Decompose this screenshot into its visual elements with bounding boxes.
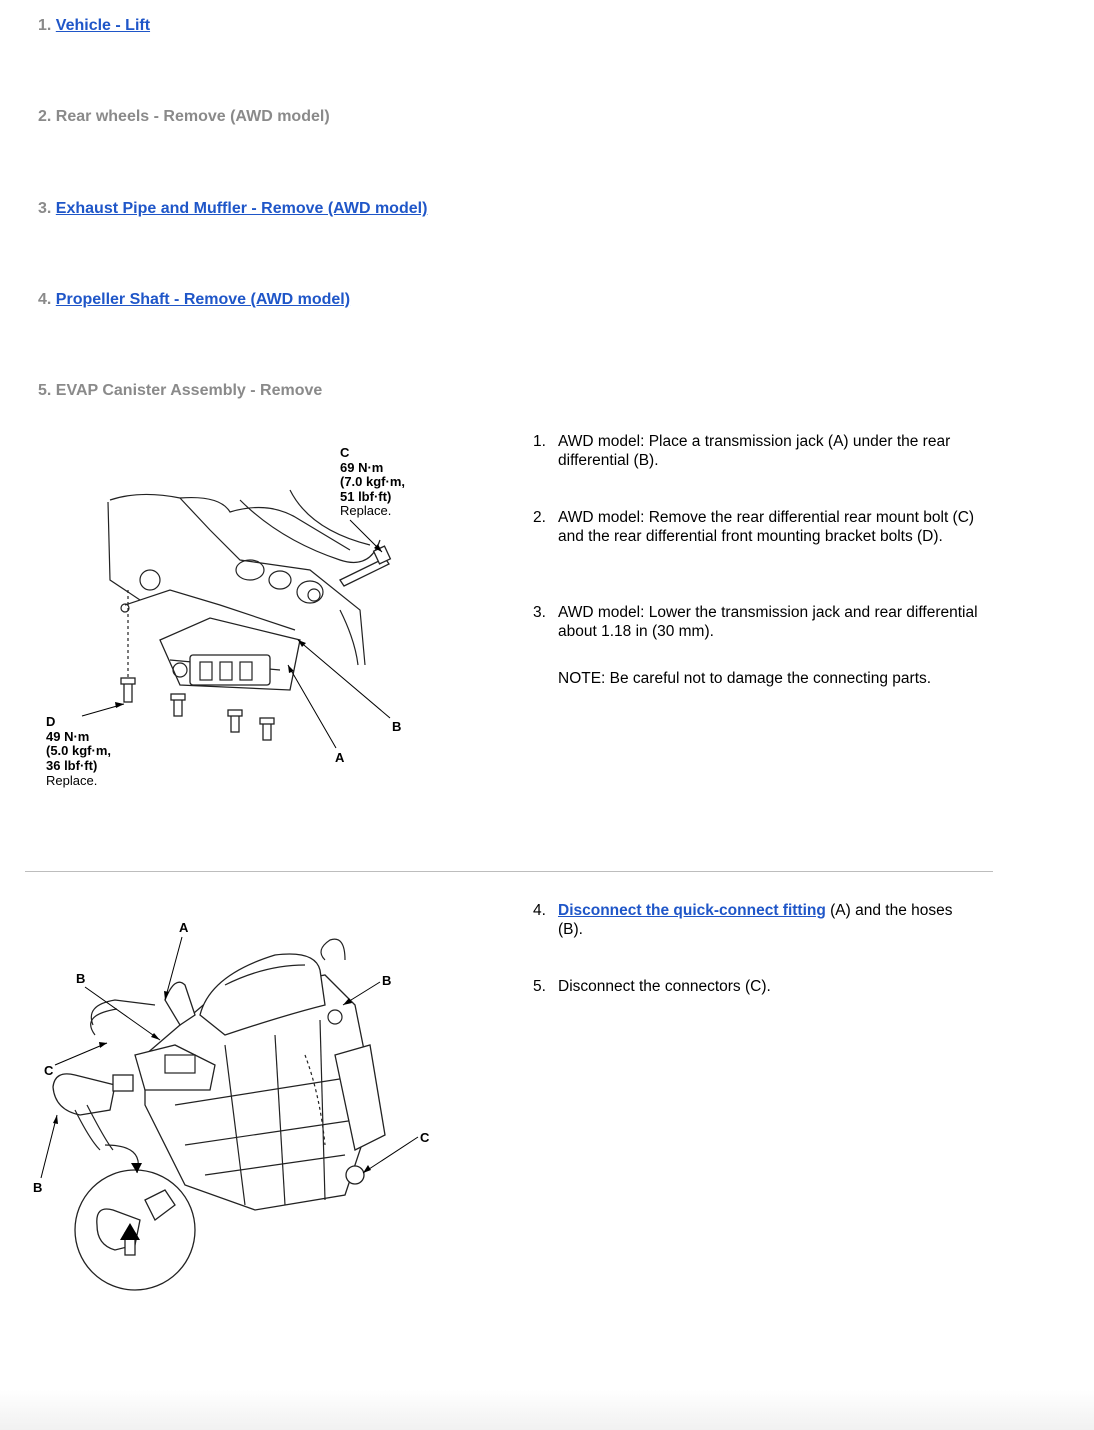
- instruction-text: Disconnect the connectors (C).: [558, 978, 771, 995]
- label-b-top-left: B: [76, 971, 86, 986]
- propeller-shaft-link[interactable]: Propeller Shaft - Remove (AWD model): [55, 291, 351, 308]
- instruction-text: AWD model: Lower the transmission jack and rear differential about 1.18 in (30 mm).: [558, 604, 978, 640]
- rear-wheels-remove-text: Rear wheels - Remove (AWD model): [55, 108, 330, 125]
- step-number: 5.: [38, 382, 52, 399]
- label-c-right: C: [420, 1130, 430, 1145]
- canister-drawing: [53, 939, 385, 1290]
- instruction-number: 3.: [533, 604, 546, 621]
- rear-differential-illustration: [40, 440, 440, 800]
- label-a: A: [335, 750, 345, 765]
- step-number: 2.: [38, 108, 52, 125]
- instruction-2: [533, 508, 978, 546]
- callout-d-letter: D: [46, 714, 56, 729]
- instruction-3: [533, 603, 978, 641]
- step-4: [38, 291, 350, 309]
- instruction-number: 1.: [533, 433, 546, 450]
- step-number: 1.: [38, 17, 52, 34]
- step-5: [38, 382, 322, 400]
- instruction-number: 4.: [533, 902, 546, 919]
- evap-canister-remove-text: EVAP Canister Assembly - Remove: [55, 382, 323, 399]
- instruction-text: AWD model: Remove the rear differential rear mount bolt (C) and the rear differential front mounting bracket bolts (D).: [558, 509, 975, 545]
- callout-c-torque-kgf: (7.0 kgf·m,: [340, 474, 406, 489]
- step-number: 3.: [38, 200, 52, 217]
- callout-c-letter: C: [340, 445, 350, 460]
- callout-c-torque-nm: 69 N·m: [340, 460, 384, 475]
- instruction-1: [533, 432, 978, 470]
- instruction-number: 5.: [533, 978, 546, 995]
- section-divider: [25, 871, 993, 872]
- note: [533, 669, 978, 688]
- step-2: [38, 108, 330, 126]
- callout-c-note: Replace.: [340, 503, 392, 518]
- instruction-text: AWD model: Place a transmission jack (A) under the rear differential (B).: [558, 433, 951, 469]
- label-b-top-right: B: [382, 973, 392, 988]
- label-b: B: [392, 719, 402, 734]
- instruction-number: 2.: [533, 509, 546, 526]
- instruction-text: [558, 901, 978, 939]
- page-bottom-shade: [0, 1390, 1094, 1430]
- exhaust-pipe-link[interactable]: Exhaust Pipe and Muffler - Remove (AWD model): [55, 200, 428, 217]
- quick-connect-fitting-link[interactable]: Disconnect the quick-connect fitting: [558, 902, 826, 919]
- callout-d-note: Replace.: [46, 773, 98, 788]
- step-1: [38, 17, 150, 35]
- callout-d-torque-lbf: 36 lbf·ft): [46, 758, 98, 773]
- label-c-left: C: [44, 1063, 54, 1078]
- callout-c-torque-lbf: 51 lbf·ft): [340, 489, 392, 504]
- callout-d-torque-nm: 49 N·m: [46, 729, 90, 744]
- note-text: NOTE: Be careful not to damage the connecting parts.: [558, 670, 932, 687]
- step-number: 4.: [38, 291, 52, 308]
- vehicle-lift-link[interactable]: Vehicle - Lift: [55, 17, 151, 34]
- evap-canister-illustration: [25, 905, 445, 1295]
- label-a: A: [179, 920, 189, 935]
- differential-drawing: [108, 490, 390, 740]
- step-3: [38, 200, 427, 218]
- label-b-bottom-left: B: [33, 1180, 43, 1195]
- instruction-5: [533, 977, 978, 996]
- callout-d-torque-kgf: (5.0 kgf·m,: [46, 743, 112, 758]
- instruction-text-rest: (A) and the hoses (B).: [558, 902, 953, 938]
- instruction-4: [533, 901, 978, 939]
